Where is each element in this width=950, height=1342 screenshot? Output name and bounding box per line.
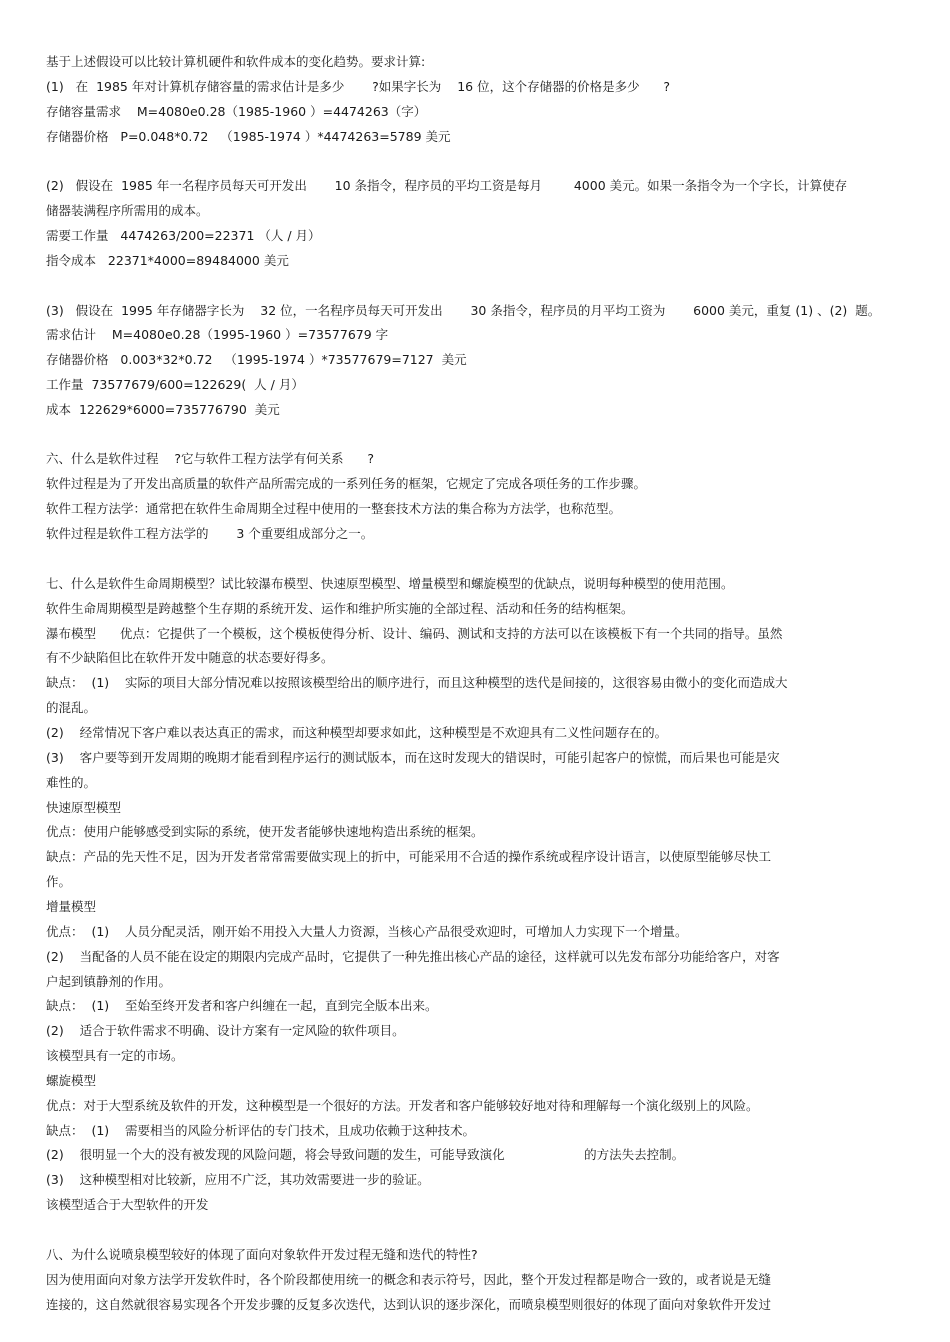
subheading: 增量模型 — [46, 899, 97, 914]
text-line: 基于上述假设可以比较计算机硬件和软件成本的变化趋势。要求计算: — [46, 54, 426, 69]
text-line: 存储器价格 P=0.048*0.72 （1985-1974 ）*4474263=5789 美元 — [46, 129, 451, 144]
text-line: 工作量 73577679/600=122629( 人 / 月） — [46, 377, 304, 392]
text-line: (3) 这种模型相对比较新，应用不广泛，其功效需要进一步的验证。 — [46, 1172, 430, 1187]
text-line: 软件工程方法学：通常把在软件生命周期全过程中使用的一整套技术方法的集合称为方法学，也称范型。 — [46, 501, 622, 516]
section-heading: 七、什么是软件生命周期模型？试比较瀑布模型、快速原型模型、增量模型和螺旋模型的优缺点，说明每种模型的使用范围。 — [46, 576, 734, 591]
text-line: (2) 经常情况下客户难以表达真正的需求，而这种模型却要求如此，这种模型是不欢迎具有二义性问题存在的。 — [46, 725, 668, 740]
text-line: 软件过程是为了开发出高质量的软件产品所需完成的一系列任务的框架，它规定了完成各项任务的工作步骤。 — [46, 476, 647, 491]
text-line: 连接的，这自然就很容易实现各个开发步骤的反复多次迭代，达到认识的逐步深化，而喷泉模型则很好的体现了面向对象软件开发过 — [46, 1297, 772, 1312]
text-line: 该模型适合于大型软件的开发 — [46, 1197, 209, 1212]
subheading: 螺旋模型 — [46, 1073, 97, 1088]
text-line: 优点： (1) 人员分配灵活，刚开始不用投入大量人力资源，当核心产品很受欢迎时，可增加人力实现下一个增量。 — [46, 924, 688, 939]
text-line: 成本 122629*6000=735776790 美元 — [46, 402, 280, 417]
text-line: (3) 假设在 1995 年存储器字长为 32 位，一名程序员每天可开发出 30 条指令，程序员的月平均工资为 6000 美元，重复 (1) 、(2) 题。 — [46, 303, 881, 318]
text-line: 需求估计 M=4080e0.28（1995-1960 ）=73577679 字 — [46, 327, 389, 342]
subheading: 快速原型模型 — [46, 800, 122, 815]
text-line: (1) 在 1985 年对计算机存储容量的需求估计是多少 ?如果字长为 16 位，这个存储器的价格是多少 ? — [46, 79, 671, 94]
text-line: 难性的。 — [46, 775, 97, 790]
text-line: 该模型具有一定的市场。 — [46, 1048, 184, 1063]
text-line: 需要工作量 4474263/200=22371 （人 / 月） — [46, 228, 321, 243]
text-line: 软件生命周期模型是跨越整个生存期的系统开发、运作和维护所实施的全部过程、活动和任务的结构框架。 — [46, 601, 634, 616]
text-line: 缺点： (1) 实际的项目大部分情况难以按照该模型给出的顺序进行，而且这种模型的迭代是间接的，这很容易由微小的变化而造成大 — [46, 675, 788, 690]
text-line: (3) 客户要等到开发周期的晚期才能看到程序运行的测试版本，而在这时发现大的错误时，可能引起客户的惊慌，而后果也可能是灾 — [46, 750, 780, 765]
text-line: 储器装满程序所需用的成本。 — [46, 203, 209, 218]
text-line: 瀑布模型 优点：它提供了一个模板，这个模板使得分析、设计、编码、测试和支持的方法可以在该模板下有一个共同的指导。虽然 — [46, 626, 783, 641]
text-line: 缺点： (1) 需要相当的风险分析评估的专门技术，且成功依赖于这种技术。 — [46, 1123, 476, 1138]
text-line: 软件过程是软件工程方法学的 3 个重要组成部分之一。 — [46, 526, 374, 541]
text-line: 优点：对于大型系统及软件的开发，这种模型是一个很好的方法。开发者和客户能够较好地对待和理解每一个演化级别上的风险。 — [46, 1098, 759, 1113]
section-heading: 八、为什么说喷泉模型较好的体现了面向对象软件开发过程无缝和迭代的特性? — [46, 1247, 478, 1262]
text-line: (2) 假设在 1985 年一名程序员每天可开发出 10 条指令，程序员的平均工资是每月 4000 美元。如果一条指令为一个字长，计算使存 — [46, 178, 848, 193]
text-line: 作。 — [46, 874, 72, 889]
text-line: (2) 当配备的人员不能在设定的期限内完成产品时，它提供了一种先推出核心产品的途径，这样就可以先发布部分功能给客户，对客 — [46, 949, 780, 964]
text-line: 有不少缺陷但比在软件开发中随意的状态要好得多。 — [46, 650, 334, 665]
text-line: 因为使用面向对象方法学开发软件时，各个阶段都使用统一的概念和表示符号，因此，整个开发过程都是吻合一致的，或者说是无缝 — [46, 1272, 772, 1287]
text-line: 优点：使用户能够感受到实际的系统，使开发者能够快速地构造出系统的框架。 — [46, 824, 484, 839]
section-heading: 六、什么是软件过程 ?它与软件工程方法学有何关系 ? — [46, 451, 375, 466]
text-line: 户起到镇静剂的作用。 — [46, 974, 172, 989]
text-line: 的混乱。 — [46, 700, 97, 715]
text-line: 指令成本 22371*4000=89484000 美元 — [46, 253, 289, 268]
text-line: (2) 适合于软件需求不明确、设计方案有一定风险的软件项目。 — [46, 1023, 405, 1038]
text-line: 缺点： (1) 至始至终开发者和客户纠缠在一起，直到完全版本出来。 — [46, 998, 438, 1013]
text-line: (2) 很明显一个大的没有被发现的风险问题，将会导致问题的发生，可能导致演化 的方法失去控制。 — [46, 1147, 685, 1162]
text-line: 缺点：产品的先天性不足，因为开发者常常需要做实现上的折中，可能采用不合适的操作系统或程序设计语言，以使原型能够尽快工 — [46, 849, 772, 864]
text-line: 存储容量需求 M=4080e0.28（1985-1960 ）=4474263（字） — [46, 104, 427, 119]
text-line: 存储器价格 0.003*32*0.72 （1995-1974 ）*73577679=7127 美元 — [46, 352, 467, 367]
